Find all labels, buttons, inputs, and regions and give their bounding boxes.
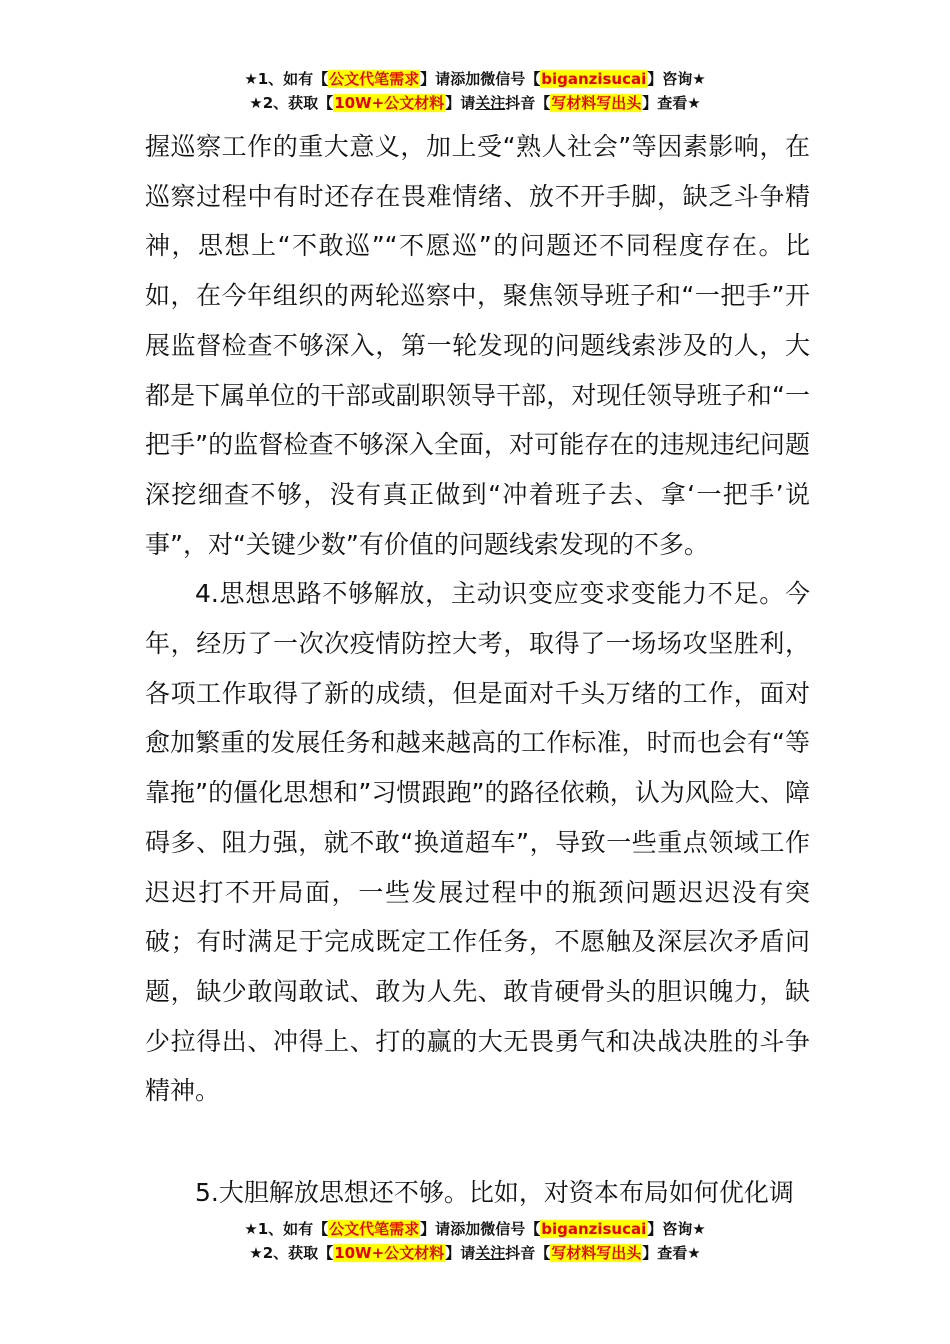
highlight-douyin: 写材料写出头: [551, 94, 642, 112]
paragraph-5: 5.大胆解放思想还不够。比如，对资本布局如何优化调: [195, 1178, 794, 1207]
paragraph-4: 4.思想思路不够解放，主动识变应变求变能力不足。今年，经历了一次次疫情防控大考，取得了一场场攻坚胜利，各项工作取得了新的成绩，但是面对千头万绪的工作，面对愈加繁重的发展任务和越来越高的工作标准，时而也会有“等靠拖”的僵化思想和”习惯跟跑”的路径依赖，认为风险大、障碍多、阻力强，就不敢“换道超车”，导致一些重点领域工作迟迟打不开局面，一些发展过程中的瓶颈问题迟迟没有突破；有时满足于完成既定工作任务，不愿触及深层次矛盾问题，缺少敢闯敢试、敢为人先、敢肯硬骨头的胆识魄力，缺少拉得出、冲得上、打的赢的大无畏勇气和决战决胜的斗争精神。: [145, 579, 810, 1106]
highlight-wechat-id: biganzisucai: [541, 1220, 647, 1238]
document-tail: [145, 1168, 810, 1218]
document-body: [145, 122, 810, 1116]
highlight-service: 公文代笔需求: [329, 1220, 420, 1238]
highlight-service: 公文代笔需求: [329, 70, 420, 88]
highlight-wechat-id: biganzisucai: [541, 70, 647, 88]
paragraph-continued: 握巡察工作的重大意义，加上受“熟人社会”等因素影响，在巡察过程中有时还存在畏难情绪、放不开手脚，缺乏斗争精神，思想上“不敢巡”“不愿巡”的问题还不同程度存在。比如，在今年组织的两轮巡察中，聚焦领导班子和“一把手”开展监督检查不够深入，第一轮发现的问题线索涉及的人，大都是下属单位的干部或副职领导干部，对现任领导班子和“一把手”的监督检查不够深入全面，对可能存在的违规违纪问题深挖细查不够，没有真正做到“冲着班子去、拿‘一把手’说事”，对“关键少数”有价值的问题线索发现的不多。: [145, 132, 810, 559]
highlight-materials: 10W+公文材料: [334, 94, 445, 112]
header-banner: [0, 68, 950, 116]
banner-line-2: ★2、获取【10W+公文材料】请关注抖音【写材料写出头】查看★: [249, 1244, 701, 1262]
banner-line-1: ★1、如有【公文代笔需求】请添加微信号【biganzisucai】咨询★: [244, 1220, 706, 1238]
highlight-materials: 10W+公文材料: [334, 1244, 445, 1262]
highlight-douyin: 写材料写出头: [551, 1244, 642, 1262]
banner-line-1: ★1、如有【公文代笔需求】请添加微信号【biganzisucai】咨询★: [244, 70, 706, 88]
footer-banner: [0, 1218, 950, 1266]
banner-line-2: ★2、获取【10W+公文材料】请关注抖音【写材料写出头】查看★: [249, 94, 701, 112]
